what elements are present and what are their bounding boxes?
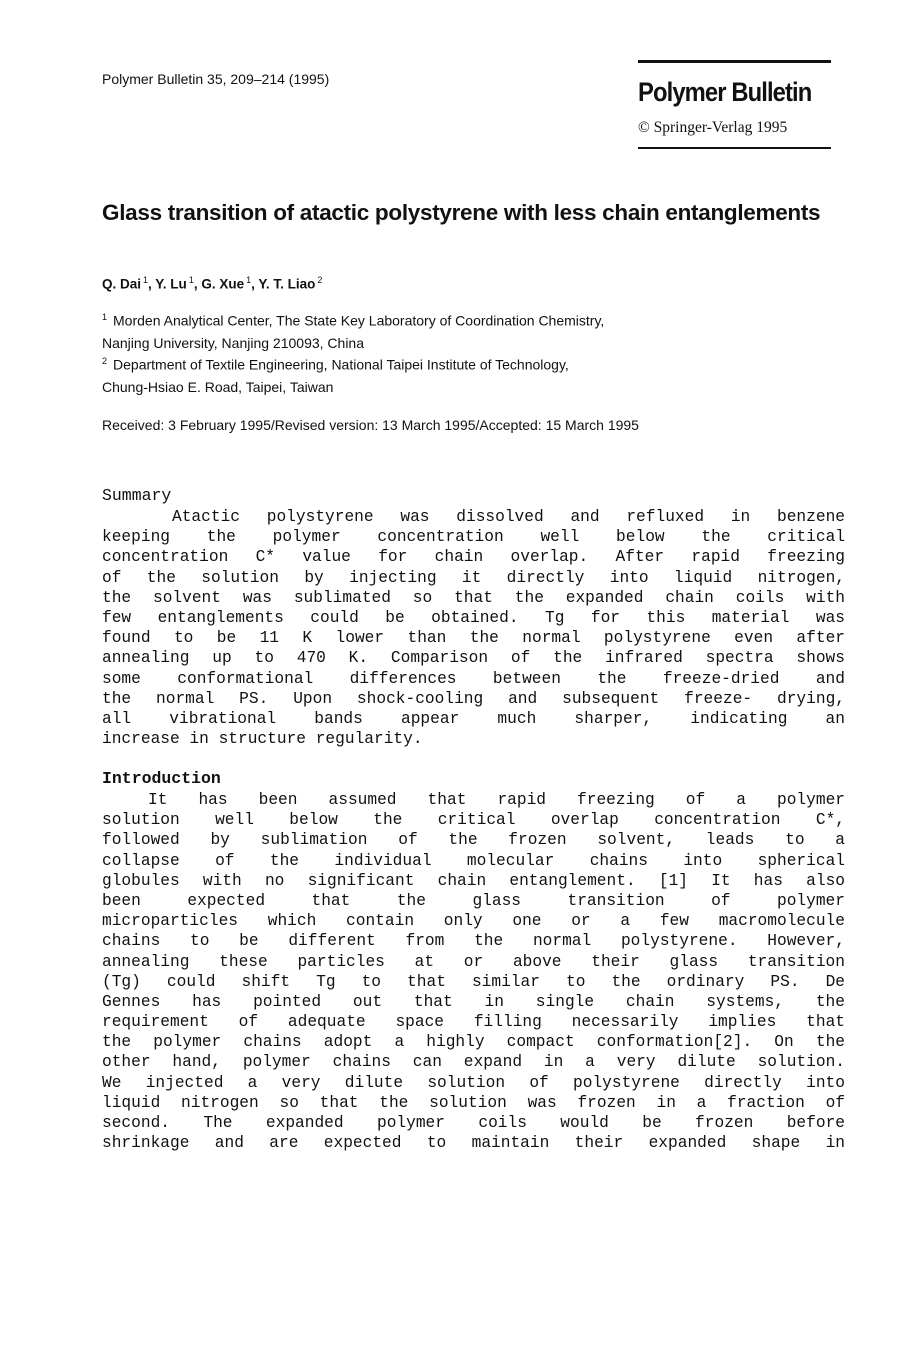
introduction-line: been expected that the glass transition of polymer xyxy=(102,891,845,910)
introduction-line: the polymer chains adopt a highly compact conformation[2]. On the xyxy=(102,1033,845,1052)
summary-line: few entanglements could be obtained. Tg for this material was xyxy=(102,608,845,627)
introduction-line: (Tg) could shift Tg to that similar to the ordinary PS. De xyxy=(102,972,845,991)
author-name: Y. T. Liao xyxy=(258,276,316,292)
introduction-body xyxy=(102,790,845,1153)
affiliation-line: Chung-Hsiao E. Road, Taipei, Taiwan xyxy=(102,378,334,395)
summary-line: keeping the polymer concentration well below the critical xyxy=(102,528,845,547)
affiliation-line: Department of Textile Engineering, National Taipei Institute of Technology, xyxy=(113,356,569,373)
introduction-line: Gennes has pointed out that in single chain systems, the xyxy=(102,992,845,1011)
affiliation-2 xyxy=(102,350,822,398)
introduction-line: shrinkage and are expected to maintain their expanded shape in xyxy=(102,1134,845,1153)
article-dates: Received: 3 February 1995/Revised version: 13 March 1995/Accepted: 15 March 1995 xyxy=(102,417,639,433)
summary-line: the normal PS. Upon shock-cooling and subsequent freeze- drying, xyxy=(102,689,845,708)
summary-line: concentration C* value for chain overlap. After rapid freezing xyxy=(102,548,845,567)
affiliation-mark: 2 xyxy=(102,356,108,366)
introduction-line: We injected a very dilute solution of polystyrene directly into xyxy=(102,1073,845,1092)
journal-masthead xyxy=(638,60,831,149)
introduction-line: liquid nitrogen so that the solution was frozen in a fraction of xyxy=(102,1093,845,1112)
summary-line: some conformational differences between the freeze-dried and xyxy=(102,669,845,688)
author-name: Y. Lu xyxy=(155,276,187,292)
masthead-bottom-rule xyxy=(638,147,831,149)
author-name: G. Xue xyxy=(201,276,245,292)
summary-heading: Summary xyxy=(102,486,172,505)
article-title: Glass transition of atactic polystyrene with less chain entanglements xyxy=(102,200,821,225)
journal-reference: Polymer Bulletin 35, 209–214 (1995) xyxy=(102,71,330,87)
affiliation-line: Nanjing University, Nanjing 210093, China xyxy=(102,334,365,351)
introduction-line: It has been assumed that rapid freezing of a polymer xyxy=(148,791,845,809)
introduction-line: solution well below the critical overlap concentration C*, xyxy=(102,811,845,830)
affiliation-1 xyxy=(102,306,822,354)
introduction-line: collapse of the individual molecular chains into spherical xyxy=(102,851,845,870)
introduction-heading: Introduction xyxy=(102,769,221,788)
introduction-line: followed by sublimation of the frozen solvent, leads to a xyxy=(102,831,845,850)
introduction-line: globules with no significant chain entanglement. [1] It has also xyxy=(102,871,845,890)
introduction-line: annealing these particles at or above their glass transition xyxy=(102,952,845,971)
journal-name: Polymer Bulletin xyxy=(638,77,812,107)
summary-line: annealing up to 470 K. Comparison of the infrared spectra shows xyxy=(102,649,845,668)
summary-line: Atactic polystyrene was dissolved and refluxed in benzene xyxy=(172,508,845,526)
summary-line: of the solution by injecting it directly into liquid nitrogen, xyxy=(102,568,845,587)
author-affiliation-mark: 1 xyxy=(188,275,194,285)
introduction-line: requirement of adequate space filling necessarily implies that xyxy=(102,1013,845,1032)
summary-line: the solvent was sublimated so that the expanded chain coils with xyxy=(102,588,845,607)
summary-line: found to be 11 K lower than the normal polystyrene even after xyxy=(102,629,845,648)
introduction-line: second. The expanded polymer coils would be frozen before xyxy=(102,1114,845,1132)
author-affiliation-mark: 1 xyxy=(143,275,149,285)
author-affiliation-mark: 2 xyxy=(317,275,323,285)
affiliation-line: Morden Analytical Center, The State Key Laboratory of Coordination Chemistry, xyxy=(113,312,605,329)
summary-line: increase in structure regularity. xyxy=(102,730,423,749)
masthead-top-rule xyxy=(638,60,831,63)
affiliation-mark: 1 xyxy=(102,312,108,322)
introduction-line: chains to be different from the normal polystyrene. However, xyxy=(102,932,845,951)
summary-line: all vibrational bands appear much sharper, indicating an xyxy=(102,709,845,728)
author-list: Q. Dai $^1$, Y. Lu $^1$, G. Xue $^1$, Y. T. Liao $^2$ xyxy=(102,275,323,292)
publisher-copyright: © Springer-Verlag 1995 xyxy=(638,119,788,136)
author-affiliation-mark: 1 xyxy=(246,275,252,285)
summary-body xyxy=(102,507,845,749)
introduction-line: other hand, polymer chains can expand in a very dilute solution. xyxy=(102,1053,845,1072)
author-name: Q. Dai xyxy=(102,276,142,292)
introduction-line: microparticles which contain only one or a few macromolecule xyxy=(102,912,845,931)
